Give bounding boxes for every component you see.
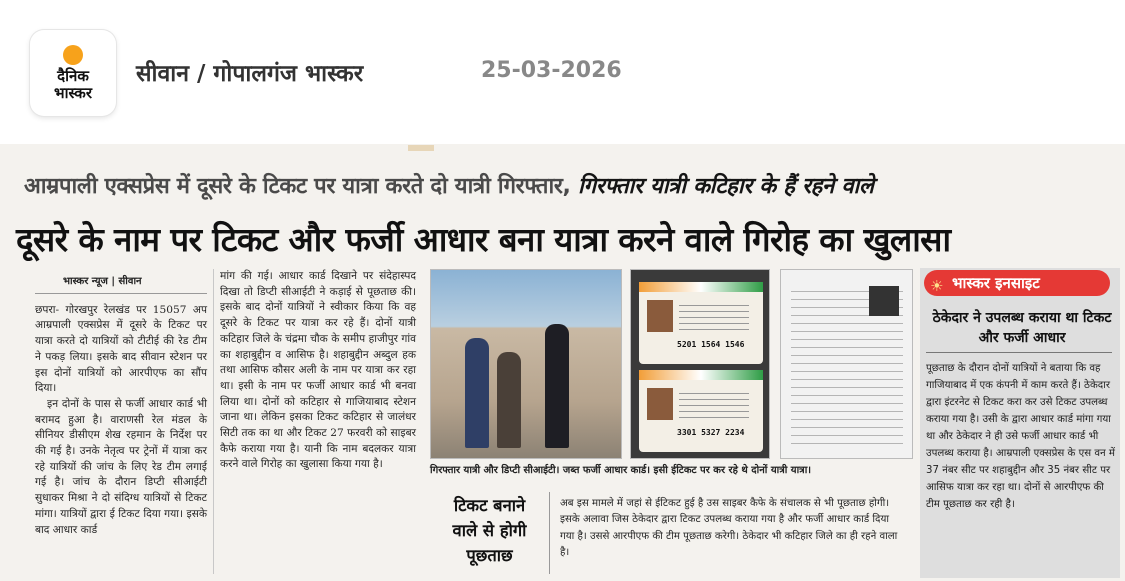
clipping-top-mark bbox=[408, 145, 434, 151]
box-heading-line: पूछताछ bbox=[466, 546, 513, 565]
kicker-text: आम्रपाली एक्सप्रेस में दूसरे के टिकट पर यात्रा करते दो यात्री गिरफ्तार, bbox=[24, 174, 571, 199]
insight-heading: ठेकेदार ने उपलब्ध कराया था टिकट और फर्जी आधार bbox=[932, 310, 1112, 346]
dainik-bhaskar-logo[interactable] bbox=[30, 30, 116, 116]
insight-panel bbox=[920, 268, 1120, 578]
person-figure bbox=[497, 352, 521, 448]
person-figure bbox=[545, 324, 569, 448]
insight-tag bbox=[924, 270, 1110, 296]
edition-title: सीवान / गोपालगंज भास्कर bbox=[136, 61, 364, 87]
page-header bbox=[0, 0, 1125, 144]
bulb-icon: ☀ bbox=[930, 277, 944, 295]
article-column-1 bbox=[35, 274, 207, 574]
byline: भास्कर न्यूज | सीवान bbox=[35, 274, 207, 294]
article-headline: दूसरे के नाम पर टिकट और फर्जी आधार बना यात्रा करने वाले गिरोह का खुलासा bbox=[16, 220, 951, 259]
newspaper-clipping bbox=[0, 144, 1125, 581]
aadhaar-card bbox=[639, 282, 763, 364]
insight-body: पूछताछ के दौरान दोनों यात्रियों ने बताया कि वह गाजियाबाद में एक कंपनी में काम करते हैं। ठेकेदार द्वारा इंटरनेट से टिकट करा कर उसे टिकट उपलब्ध कराया गया है। उसी के द्वारा आधार कार्ड मांगा गया था और ठेकेदार ने ही उसे फर्जी आधार कार्ड भी उपलब्ध कराया है। आम्रपाली एक्सप्रेस के एस वन में 37 नंबर सीट पर शहाबुद्दीन और 35 नंबर सीट पर आसिफ यात्रा कर रहा था। दोनों से आरपीएफ की टीम पूछताछ कर रही है। bbox=[926, 363, 1116, 510]
photo-fake-aadhaar-cards bbox=[630, 269, 770, 459]
photo-caption: गिरफ्तार यात्री और डिप्टी सीआईटी। जब्त फर्जी आधार कार्ड। इसी ईटिकट पर कर रहे थे दोनों यात्री यात्रा। bbox=[430, 465, 812, 476]
article-column-2 bbox=[220, 269, 416, 574]
paragraph-2: इन दोनों के पास से फर्जी आधार कार्ड भी बरामद हुआ है। वाराणसी रेल मंडल के सीनियर डीसीएम शेख रहमान के निर्देश पर की गई है। उनके नेतृत्व पर ट्रेनों में यात्रा कर रहे यात्रियों की जांच के लिए रेड टीम लगाई गई है। जांच के दौरान डिप्टी सीआईटी सुधाकर मिश्रा ने दो संदिग्ध यात्रियों से टिकट मांगा। यात्रियों द्वारा ई टिकट दिया गया। इसके बाद आधार कार्ड bbox=[35, 397, 207, 536]
paragraph-3: मांग की गई। आधार कार्ड दिखाने पर संदेहास्पद दिखा तो डिप्टी सीआईटी ने कड़ाई से पूछताछ की। इसके बाद दोनों यात्रियों ने स्वीकार किया कि वह दूसरे के टिकट पर यात्रा कर रहे हैं। दोनों यात्री कटिहार जिले के चंद्रमा चौक के समीप हाजीपुर गांव का शहाबुद्दीन व आसिफ है। शहाबुद्दीन अब्दुल हक तथा आसिफ कौसर अली के नाम पर यात्रा कर रहा था। इसी के नाम पर फर्जी आधार कार्ड भी बनवा लिया था। दोनों को कटिहार से गाजियाबाद स्टेशन जाना था। लेकिन इसका टिकट कटिहार से जालंधर सिटी तक का था और टिकट 27 फरवरी को साइबर कैफे कराया गया है। यानी कि नाम बदलकर यात्रा करने वाले गिरोह का खुलासा किया गया है। bbox=[220, 270, 416, 471]
person-figure bbox=[465, 338, 489, 448]
kicker-highlight: गिरफ्तार यात्री कटिहार के हैं रहने वाले bbox=[577, 174, 874, 199]
qr-code-icon bbox=[869, 286, 899, 316]
box-text: अब इस मामले में जहां से ईटिकट हुई है उस साइबर कैफे के संचालक से भी पूछताछ होगी। इसके अलावा जिस ठेकेदार द्वारा टिकट उपलब्ध कराया गया है और फर्जी आधार कार्ड दिया गया है। उससे आरपीएफ की टीम पूछताछ करेगी। ठेकेदार भी कटिहार जिले का ही रहने वाला है। bbox=[560, 498, 898, 558]
logo-text-line2: भास्कर bbox=[54, 83, 92, 102]
paragraph-1: छपरा- गोरखपुर रेलखंड पर 15057 अप आम्रपाली एक्सप्रेस में दूसरे के टिकट पर यात्रा करते दो यात्रियों को टीटीई की रेड टीम ने पकड़ लिया। इसके बाद सीवान स्टेशन पर इस दोनों यात्रियों को आरपीएफ का सौंप दिया। bbox=[35, 303, 207, 395]
edition-date: 25-03-2026 bbox=[481, 58, 622, 83]
insight-tag-label: भास्कर इनसाइट bbox=[952, 274, 1040, 292]
box-heading bbox=[430, 492, 550, 574]
sun-icon bbox=[63, 45, 83, 65]
box-heading-line: वाले से होगी bbox=[452, 521, 527, 540]
photo-arrested-passengers bbox=[430, 269, 622, 459]
aadhaar-number: 3301 5327 2234 bbox=[677, 428, 745, 437]
article-kicker bbox=[24, 170, 1114, 200]
aadhaar-number: 5201 1564 1546 bbox=[677, 340, 745, 349]
aadhaar-card bbox=[639, 370, 763, 452]
box-heading-line: टिकट बनाने bbox=[453, 496, 526, 515]
column-divider bbox=[213, 269, 214, 574]
logo-text-line1: दैनिक bbox=[57, 66, 89, 85]
photo-e-ticket bbox=[780, 269, 913, 459]
insight-divider bbox=[926, 352, 1112, 353]
